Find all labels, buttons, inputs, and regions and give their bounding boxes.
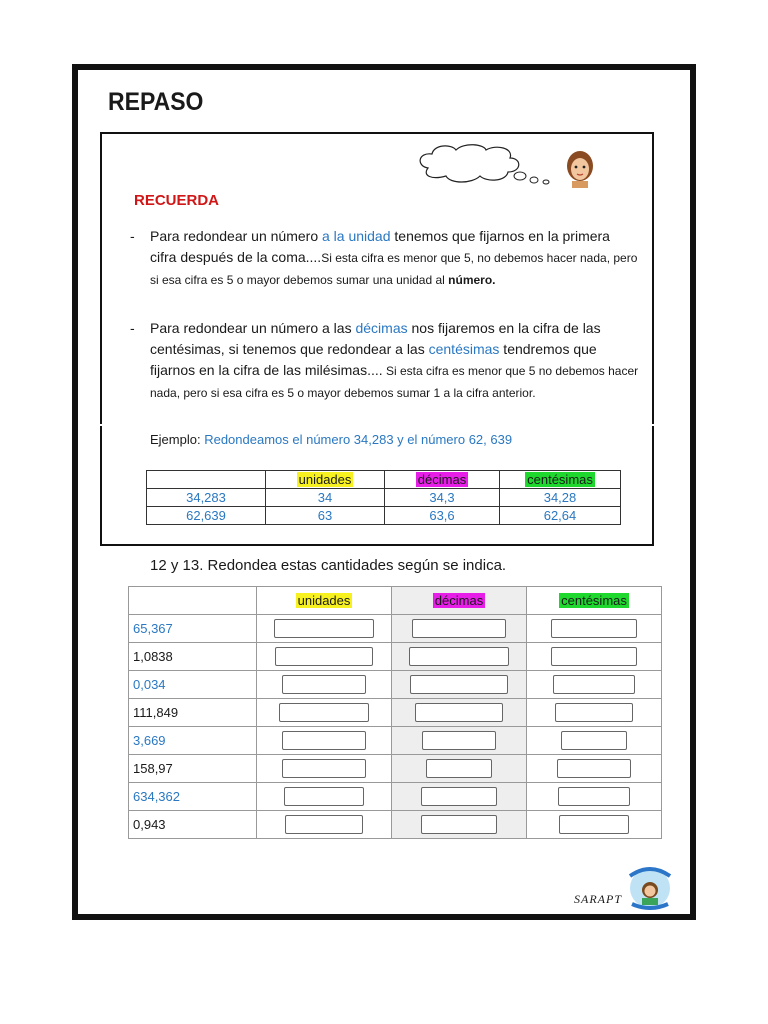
answer-unidades-input[interactable] — [282, 759, 366, 778]
answer-centesimas-input[interactable] — [561, 731, 627, 750]
task-header-centesimas: centésimas — [527, 587, 662, 615]
example-table — [146, 470, 621, 525]
signature: SARAPT — [574, 892, 622, 906]
rule-text: Para redondear un número a las — [150, 320, 356, 336]
example-row — [147, 507, 621, 525]
example-line — [150, 432, 512, 447]
rule-unidad — [130, 226, 640, 291]
answer-decimas-input[interactable] — [421, 787, 497, 806]
rule-dash: - — [130, 228, 135, 244]
rule-highlight: centésimas — [428, 341, 500, 357]
example-header-decimas: décimas — [385, 471, 500, 489]
answer-centesimas-input[interactable] — [551, 647, 637, 666]
task-row — [129, 671, 662, 699]
logo-icon — [624, 864, 676, 910]
task-row — [129, 811, 662, 839]
example-cell: 34,283 — [147, 489, 266, 507]
rule-text: tenemos que fijarnos en la primera cifra después de la coma.... — [150, 228, 610, 265]
reminder-box-gap — [100, 424, 654, 426]
answer-unidades-input[interactable] — [279, 703, 369, 722]
task-header-unidades: unidades — [257, 587, 392, 615]
answer-decimas-input[interactable] — [412, 619, 506, 638]
task-row — [129, 783, 662, 811]
task-number: 158,97 — [129, 755, 257, 783]
task-header-row — [129, 587, 662, 615]
thought-cloud-icon — [414, 142, 554, 188]
rule-text: tendremos que fijarnos en la cifra de las milésimas.... — [150, 341, 597, 378]
task-number: 0,034 — [129, 671, 257, 699]
task-title: 12 y 13. Redondea estas cantidades según se indica. — [150, 557, 507, 574]
task-number: 1,0838 — [129, 643, 257, 671]
example-header-unidades: unidades — [266, 471, 385, 489]
answer-unidades-input[interactable] — [282, 675, 366, 694]
task-row — [129, 643, 662, 671]
example-cell: 62,639 — [147, 507, 266, 525]
answer-decimas-input[interactable] — [426, 759, 492, 778]
rule-highlight: a la unidad — [322, 228, 391, 244]
answer-decimas-input[interactable] — [421, 815, 497, 834]
task-number: 3,669 — [129, 727, 257, 755]
answer-decimas-input[interactable] — [422, 731, 496, 750]
rule-note-bold: número. — [448, 273, 496, 287]
rule-decimas — [130, 318, 640, 404]
page-title: REPASO — [108, 88, 204, 116]
example-header-centesimas: centésimas — [500, 471, 621, 489]
answer-unidades-input[interactable] — [274, 619, 374, 638]
example-cell: 63 — [266, 507, 385, 525]
task-row — [129, 727, 662, 755]
example-cell: 34 — [266, 489, 385, 507]
rule-note: Si esta cifra es menor que 5 no debemos hacer nada, pero si esa cifra es 5 o mayor debemos sumar 1 a la cifra anterior. — [150, 364, 639, 400]
example-label: Ejemplo: — [150, 432, 205, 447]
answer-centesimas-input[interactable] — [558, 787, 630, 806]
task-table — [128, 586, 662, 839]
example-cell: 34,28 — [500, 489, 621, 507]
answer-decimas-input[interactable] — [415, 703, 503, 722]
answer-unidades-input[interactable] — [285, 815, 363, 834]
task-header-decimas: décimas — [392, 587, 527, 615]
task-number: 634,362 — [129, 783, 257, 811]
answer-centesimas-input[interactable] — [553, 675, 635, 694]
task-header-empty — [129, 587, 257, 615]
task-number: 0,943 — [129, 811, 257, 839]
rule-highlight: décimas — [355, 320, 408, 336]
answer-centesimas-input[interactable] — [555, 703, 633, 722]
rule-text: Para redondear un número — [150, 228, 322, 244]
recuerda-heading: RECUERDA — [134, 192, 220, 209]
answer-unidades-input[interactable] — [275, 647, 373, 666]
answer-centesimas-input[interactable] — [557, 759, 631, 778]
task-number: 111,849 — [129, 699, 257, 727]
answer-decimas-input[interactable] — [409, 647, 509, 666]
answer-unidades-input[interactable] — [284, 787, 364, 806]
example-cell: 63,6 — [385, 507, 500, 525]
rule-text: nos fijaremos en la cifra de las centésimas, si tenemos que redondear a las — [150, 320, 601, 357]
example-row — [147, 489, 621, 507]
example-cell: 62,64 — [500, 507, 621, 525]
answer-decimas-input[interactable] — [410, 675, 508, 694]
task-row — [129, 615, 662, 643]
task-row — [129, 699, 662, 727]
answer-centesimas-input[interactable] — [551, 619, 637, 638]
rule-dash: - — [130, 320, 135, 336]
example-text: Redondeamos el número 34,283 y el número 62, 639 — [204, 432, 513, 447]
example-header-empty — [147, 471, 266, 489]
rule-note: Si esta cifra es menor que 5, no debemos hacer nada, pero si esa cifra es 5 o mayor debemos sumar una unidad al — [150, 251, 638, 287]
task-row — [129, 755, 662, 783]
teacher-avatar-icon — [566, 150, 594, 188]
answer-centesimas-input[interactable] — [559, 815, 629, 834]
task-number: 65,367 — [129, 615, 257, 643]
example-cell: 34,3 — [385, 489, 500, 507]
answer-unidades-input[interactable] — [282, 731, 366, 750]
